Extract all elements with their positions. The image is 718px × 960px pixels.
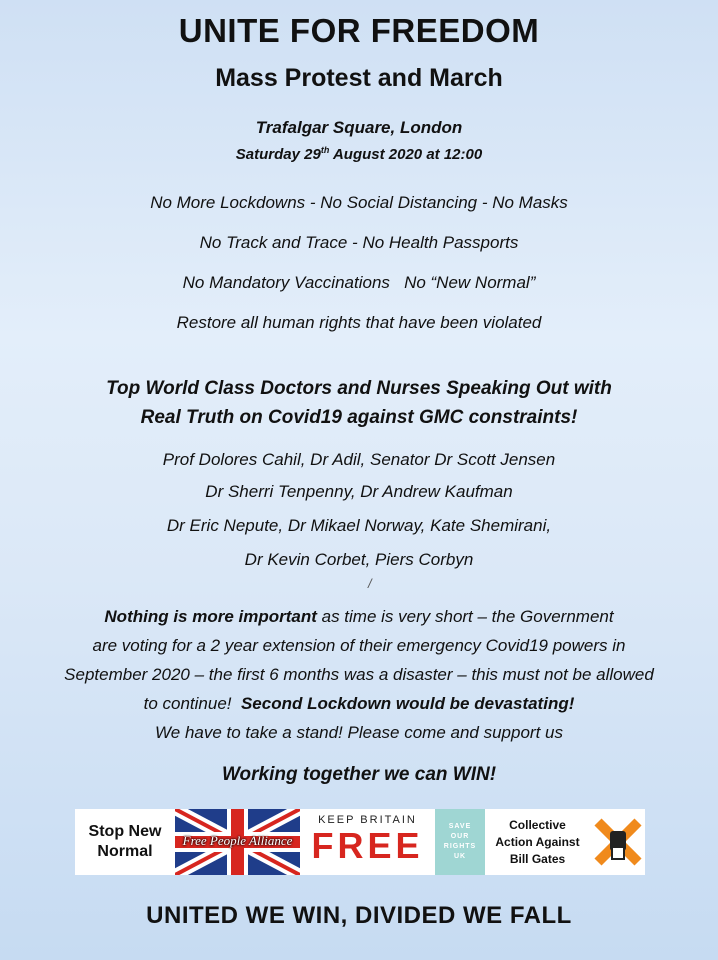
speakers-heading: Top World Class Doctors and Nurses Speaking Out with xyxy=(106,378,612,399)
save-our-rights-logo xyxy=(435,809,485,875)
body-bold: Second Lockdown would be devastating! xyxy=(240,694,575,713)
body-line xyxy=(4,689,714,718)
body-line: are voting for a 2 year extension of their emergency Covid19 powers in xyxy=(92,636,626,655)
demand-line: Restore all human rights that have been violated xyxy=(176,313,542,332)
fist-emblem-icon xyxy=(590,809,645,875)
speakers-heading: Real Truth on Covid19 against GMC constraints! xyxy=(140,407,578,428)
body-text: as time is very short – the Government xyxy=(316,607,614,626)
stop-new-normal-logo xyxy=(75,809,175,875)
body-line: September 2020 – the first 6 months was a disaster – this must not be allowed xyxy=(64,665,654,684)
keep-britain-text: KEEP BRITAIN xyxy=(318,814,417,826)
body-line: We have to take a stand! Please come and support us xyxy=(155,723,563,742)
body-bold: Nothing is more important xyxy=(104,607,317,626)
keep-britain-free-logo xyxy=(300,809,435,875)
stop-line: Stop New xyxy=(88,823,162,840)
demand-line: No More Lockdowns - No Social Distancing - No Masks xyxy=(150,193,568,212)
collective-line: Collective xyxy=(509,817,566,832)
save-line: SAVE xyxy=(448,823,472,830)
event-date xyxy=(0,145,718,163)
date-prefix: Saturday 29 xyxy=(235,146,321,163)
collective-line: Bill Gates xyxy=(509,851,566,866)
save-line: OUR xyxy=(450,833,470,840)
date-suffix: August 2020 at 12:00 xyxy=(329,146,483,163)
demand-line: No Track and Trace - No Health Passports xyxy=(199,233,519,252)
collective-line: Action Against xyxy=(495,834,580,849)
logo-banner xyxy=(75,809,645,875)
flag-caption: Free People Alliance xyxy=(182,833,293,848)
body-paragraph xyxy=(4,602,714,747)
save-line: RIGHTS xyxy=(443,843,477,850)
demand-line: No Mandatory Vaccinations No “New Normal” xyxy=(182,273,536,292)
crossed-fist-icon xyxy=(593,817,643,867)
venue: Trafalgar Square, London xyxy=(255,118,463,137)
collective-action-logo xyxy=(485,809,590,875)
free-text: FREE xyxy=(311,825,424,866)
free-people-alliance-logo xyxy=(175,809,300,875)
speaker-line: Dr Kevin Corbet, Piers Corbyn xyxy=(244,550,474,569)
body-line xyxy=(4,602,714,631)
speaker-line: Dr Eric Nepute, Dr Mikael Norway, Kate Shemirani, xyxy=(166,516,552,535)
slash-mark: / xyxy=(368,576,372,591)
date-ordinal: th xyxy=(320,145,330,155)
speaker-line: Prof Dolores Cahil, Dr Adil, Senator Dr Scott Jensen xyxy=(162,450,556,469)
stop-line: Normal xyxy=(97,843,153,860)
speaker-line: Dr Sherri Tenpenny, Dr Andrew Kaufman xyxy=(205,482,513,501)
footer-slogan: UNITED WE WIN, DIVIDED WE FALL xyxy=(146,902,572,929)
closing-line: Working together we can WIN! xyxy=(221,764,497,785)
poster-subtitle: Mass Protest and March xyxy=(215,64,503,92)
body-text: to continue! xyxy=(143,694,241,713)
save-line: UK xyxy=(453,853,467,860)
poster-title: UNITE FOR FREEDOM xyxy=(178,12,540,49)
